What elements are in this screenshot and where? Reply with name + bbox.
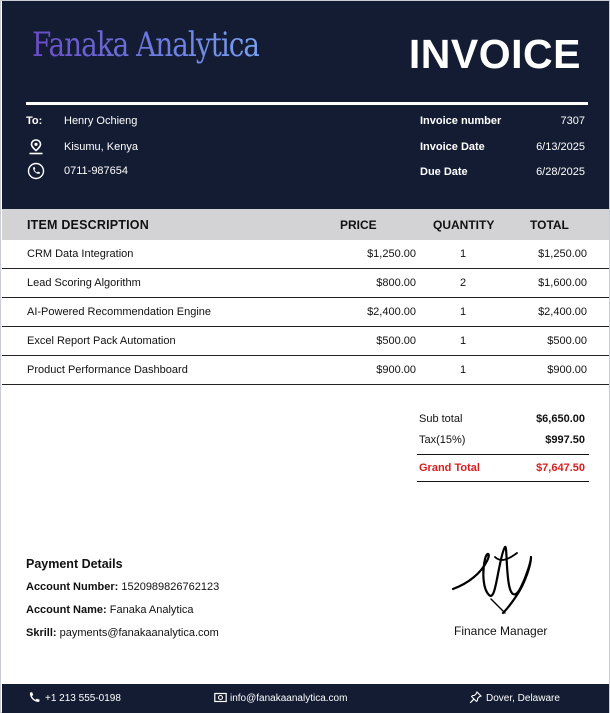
table-row [2,356,609,385]
recipient-phone: 0711-987654 [64,165,129,177]
item-description: Lead Scoring Algorithm [27,277,141,289]
to-label: To: [26,115,43,127]
skrill-line [26,627,219,639]
tax-value: $997.50 [545,434,585,446]
subtotal-value: $6,650.00 [536,413,585,425]
recipient-location: Kisumu, Kenya [64,141,138,153]
items-table-header [2,209,609,240]
recipient-name: Henry Ochieng [64,115,138,127]
item-total: $1,250.00 [538,248,587,260]
document-title: INVOICE [408,31,581,77]
skrill-account: payments@fanakaanalytica.com [59,627,219,639]
item-description: Excel Report Pack Automation [27,335,176,347]
item-description: CRM Data Integration [27,248,134,260]
account-number-line [26,581,219,593]
account-name-label: Account Name: [26,604,107,616]
item-price: $2,400.00 [367,306,416,318]
tax-label: Tax(15%) [419,434,466,446]
invoice-header [2,1,609,209]
footer-email[interactable]: info@fanakaanalytica.com [230,693,348,704]
grand-total-value: $7,647.50 [536,462,585,474]
subtotal-label: Sub total [419,413,463,425]
map-pin-icon [27,138,45,156]
item-total: $1,600.00 [538,277,587,289]
grand-total-divider [417,481,589,482]
phone-icon [27,162,45,180]
account-number-label: Account Number: [26,581,119,593]
phone-icon [28,691,41,704]
header-divider [26,102,588,105]
item-quantity: 1 [460,364,467,376]
item-total: $2,400.00 [538,306,587,318]
item-quantity: 1 [460,248,467,260]
invoice-date: 6/13/2025 [536,141,585,153]
item-price: $800.00 [376,277,416,289]
item-price: $1,250.00 [367,248,416,260]
brand-logo: Fanaka Analytica [32,25,260,65]
item-price: $500.00 [376,335,416,347]
invoice-footer [2,684,609,713]
signature-caption: Finance Manager [454,624,548,638]
table-row [2,269,609,298]
payment-details-title: Payment Details [26,557,123,571]
handwritten-signature [447,539,547,617]
table-row [2,298,609,327]
due-date: 6/28/2025 [536,166,585,178]
location-pin-icon [469,691,482,704]
item-description: Product Performance Dashboard [27,364,188,376]
item-total: $900.00 [547,364,587,376]
account-name-line [26,604,194,616]
invoice-number: 7307 [560,115,585,127]
account-number: 1520989826762123 [121,581,220,593]
column-header-price: PRICE [340,218,377,232]
item-price: $900.00 [376,364,416,376]
column-header-quantity: QUANTITY [433,218,495,232]
column-header-description: ITEM DESCRIPTION [27,218,149,232]
footer-address: Dover, Delaware [486,693,560,704]
invoice-number-label: Invoice number [420,115,502,127]
skrill-label: Skrill: [26,627,57,639]
item-total: $500.00 [547,335,587,347]
column-header-total: TOTAL [530,218,569,232]
email-icon [214,691,227,704]
invoice-date-label: Invoice Date [420,141,485,153]
table-row [2,240,609,269]
item-quantity: 1 [460,335,467,347]
account-name: Fanaka Analytica [109,604,194,616]
item-description: AI-Powered Recommendation Engine [27,306,212,318]
footer-phone[interactable]: +1 213 555-0198 [45,693,121,704]
grand-total-label: Grand Total [419,462,480,474]
due-date-label: Due Date [420,166,468,178]
table-row [2,327,609,356]
item-quantity: 2 [460,277,467,289]
item-quantity: 1 [460,306,467,318]
totals-divider [417,454,589,455]
